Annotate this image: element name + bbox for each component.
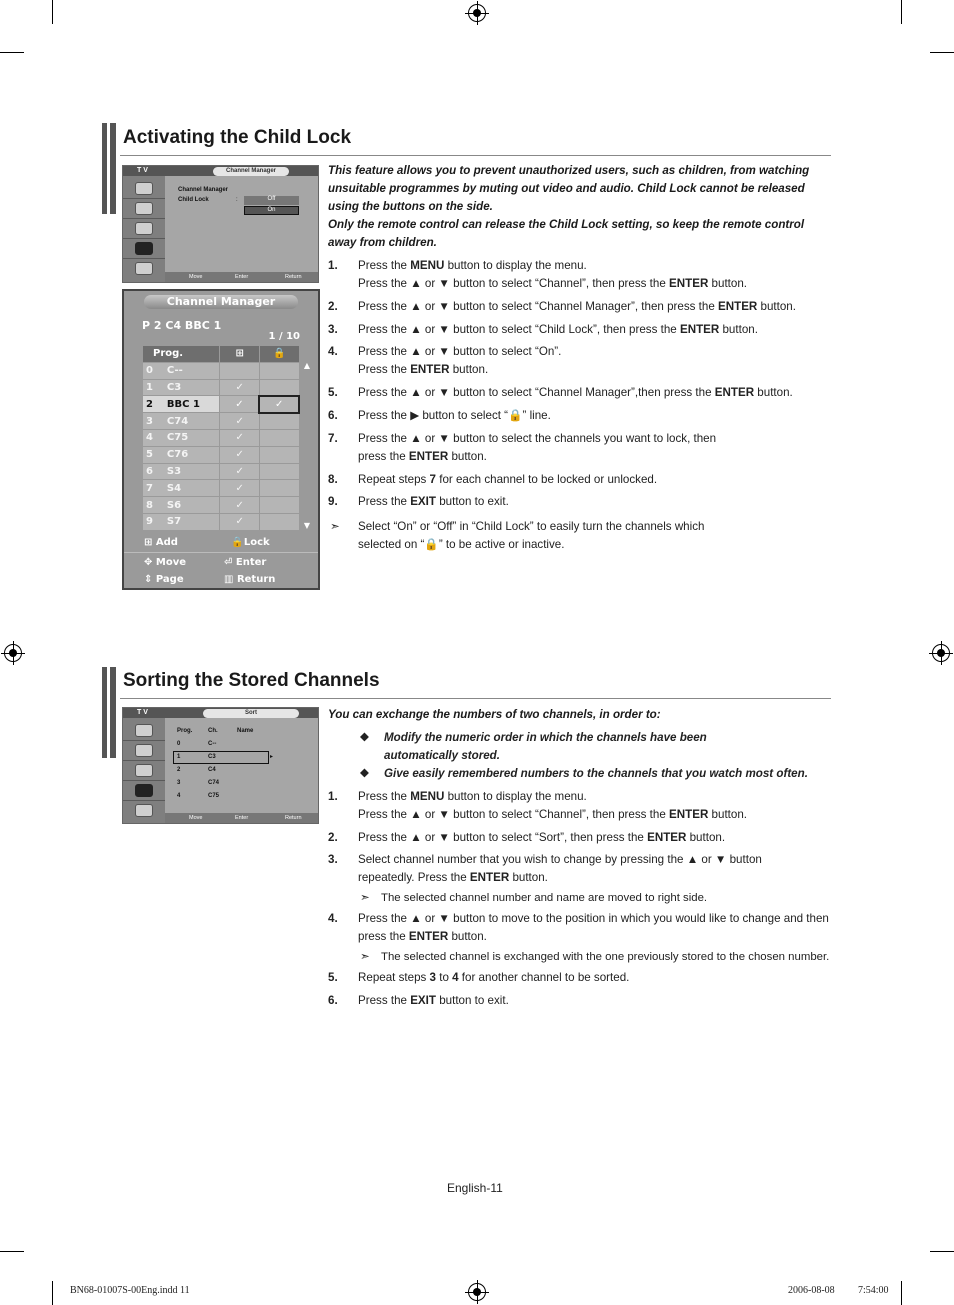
intro-text-2: Only the remote control can release the Child Lock setting, so keep the remote control away from children.: [328, 218, 805, 249]
sound-icon: [135, 202, 153, 215]
picture-icon: [135, 182, 153, 195]
return-hint: Return: [285, 274, 302, 280]
lock-icon: 🔒: [231, 537, 244, 548]
note-arrow-icon: ➣: [330, 520, 340, 533]
add-check[interactable]: ✓: [220, 497, 259, 514]
page-number: English-11: [447, 1181, 503, 1195]
table-row[interactable]: 7 S4 ✓: [143, 480, 300, 497]
step: 6. Press the EXIT button to exit.: [328, 994, 509, 1007]
bullet-text: automatically stored.: [384, 749, 500, 762]
bullet-text: Modify the numeric order in which the channels have been: [384, 731, 707, 744]
enter-hint: Enter: [235, 274, 249, 280]
page-hint: Page: [155, 574, 184, 585]
sort-row-ch: C--: [208, 741, 217, 747]
slug-file: BN68-01007S-00Eng.indd 11: [70, 1285, 190, 1296]
step: 6. Press the ▶ button to select “🔒” line.: [328, 409, 551, 422]
table-row[interactable]: 3 C74 ✓: [143, 413, 300, 430]
section-bar: [102, 123, 116, 214]
table-row[interactable]: 8 S6 ✓: [143, 497, 300, 514]
channel-icon: [135, 242, 153, 255]
column-prog: Prog.: [177, 728, 193, 734]
note-text: Select “On” or “Off” in “Child Lock” to easily turn the channels which: [358, 520, 705, 533]
menu-footer: [165, 813, 318, 823]
step: 5. Press the ▲ or ▼ button to select “Channel Manager”,then press the ENTER button.: [328, 386, 793, 399]
sort-row-ch: C75: [208, 793, 220, 799]
setup-icon: [135, 764, 153, 777]
crop-mark: [52, 1281, 53, 1305]
add-check[interactable]: ✓: [220, 429, 259, 446]
menu-tab: Sort: [203, 709, 299, 718]
slug-date: 2006-08-08: [788, 1285, 835, 1296]
sort-selection-box[interactable]: [173, 751, 269, 764]
step: 9. Press the EXIT button to exit.: [328, 495, 509, 508]
note-arrow-icon: ➣: [360, 891, 370, 904]
table-row[interactable]: 9 S7 ✓: [143, 513, 300, 530]
lock-check[interactable]: [259, 497, 299, 514]
crop-mark: [930, 1251, 954, 1252]
sound-icon: [135, 744, 153, 757]
crop-mark: [901, 1281, 902, 1305]
add-check[interactable]: ✓: [220, 396, 259, 413]
lock-column-icon: 🔒: [259, 346, 299, 363]
add-check[interactable]: ✓: [220, 413, 259, 430]
section-rule: [120, 155, 831, 156]
step: 1. Press the MENU button to display the menu. Press the ▲ or ▼ button to select “Channel”, then press the ENTER button.: [328, 259, 748, 290]
option-off: Off: [244, 196, 299, 205]
step: 5. Repeat steps 3 to 4 for another channel to be sorted.: [328, 971, 630, 984]
crop-mark: [0, 1251, 24, 1252]
move-hint: Move: [155, 557, 186, 568]
sort-row-ch: C3: [208, 754, 216, 760]
sort-row-ch: C4: [208, 767, 216, 773]
function-icon: [135, 262, 153, 275]
intro-text: This feature allows you to prevent unauthorized users, such as children, from watching unsuitable programmes by muting out video and audio. Child Lock cannot be released using the buttons on the side.: [328, 164, 810, 213]
move-hint: Move: [189, 274, 203, 280]
add-column-icon: ⊞: [220, 346, 259, 363]
step: 8. Repeat steps 7 for each channel to be locked or unlocked.: [328, 473, 658, 486]
add-check[interactable]: ✓: [220, 480, 259, 497]
step: 3. Select channel number that you wish to change by pressing the ▲ or ▼ button repeatedly. Press the ENTER button. ➣ The selected channel number and name are moved to right side.: [328, 851, 828, 911]
registration-mark-icon: [468, 1283, 486, 1301]
option-on: On: [244, 206, 299, 215]
channel-manager-title: Channel Manager: [144, 295, 298, 309]
lock-check[interactable]: [259, 463, 299, 480]
step: 1. Press the MENU button to display the menu. Press the ▲ or ▼ button to select “Channel”, then press the ENTER button.: [328, 790, 748, 821]
registration-mark-icon: [4, 644, 22, 662]
tv-label: T V: [137, 167, 148, 174]
picture-icon: [135, 724, 153, 737]
table-row[interactable]: 5 C76 ✓: [143, 446, 300, 463]
add-label: Add: [155, 537, 178, 548]
add-check[interactable]: ✓: [220, 513, 259, 530]
channel-table: [142, 345, 300, 531]
add-icon: ⊞: [144, 537, 153, 548]
lock-check[interactable]: [259, 413, 299, 430]
menu-item-child-lock: Child Lock: [178, 197, 209, 203]
table-row[interactable]: 6 S3 ✓: [143, 463, 300, 480]
step: 2. Press the ▲ or ▼ button to select “Sort”, then press the ENTER button.: [328, 831, 726, 844]
page-indicator: 1 / 10: [268, 331, 300, 342]
section-title-sorting: Sorting the Stored Channels: [123, 670, 380, 691]
sort-row-ch: C74: [208, 780, 220, 786]
add-check[interactable]: ✓: [220, 463, 259, 480]
crop-mark: [901, 0, 902, 24]
note-arrow-icon: ➣: [360, 950, 370, 963]
intro-text: You can exchange the numbers of two channels, in order to:: [328, 708, 661, 721]
return-hint: Return: [236, 574, 276, 585]
step: 4. Press the ▲ or ▼ button to select “On”. Press the ENTER button.: [328, 345, 562, 376]
lock-label: Lock: [243, 537, 270, 548]
current-channel-info: P 2 C4 BBC 1: [142, 319, 222, 332]
crop-mark: [0, 52, 24, 53]
page-icon: ⇕: [144, 574, 153, 585]
return-icon: ▥: [224, 574, 234, 585]
step: 3. Press the ▲ or ▼ button to select “Child Lock”, then press the ENTER button.: [328, 323, 758, 336]
lock-check[interactable]: [259, 362, 299, 379]
column-name: Name: [237, 728, 254, 734]
enter-hint: Enter: [235, 557, 267, 568]
note-text: The selected channel is exchanged with the one previously stored to the chosen number.: [381, 951, 830, 963]
table-row[interactable]: 1 C3 ✓: [143, 379, 300, 396]
lock-check[interactable]: [259, 513, 299, 530]
section-bar: [102, 667, 116, 758]
section-rule: [120, 698, 831, 699]
add-check[interactable]: ✓: [220, 379, 259, 396]
lock-check[interactable]: [259, 379, 299, 396]
table-row-selected[interactable]: 2 BBC 1 ✓ ✓: [143, 396, 300, 413]
tv-menu-screenshot-child-lock: [122, 165, 319, 283]
colon: :: [236, 197, 238, 203]
table-row[interactable]: 4 C75 ✓: [143, 429, 300, 446]
move-icon: ✥: [144, 557, 153, 568]
add-check[interactable]: ✓: [220, 446, 259, 463]
sort-row-prog: 0: [177, 741, 181, 747]
setup-icon: [135, 222, 153, 235]
scroll-up-icon[interactable]: ▲: [303, 361, 310, 370]
lock-check[interactable]: [259, 480, 299, 497]
note-text: The selected channel number and name are moved to right side.: [381, 892, 708, 904]
sort-row-prog: 1: [177, 754, 181, 760]
registration-mark-icon: [468, 4, 486, 22]
note-text: selected on “🔒” to be active or inactive.: [358, 538, 565, 551]
channel-manager-screenshot: [122, 289, 320, 590]
function-icon: [135, 804, 153, 817]
sort-row-prog: 3: [177, 780, 181, 786]
enter-hint: Enter: [235, 815, 249, 821]
column-prog: Prog.: [143, 346, 220, 363]
menu-item-channel-manager: Channel Manager: [178, 187, 229, 193]
column-ch: Ch.: [208, 728, 218, 734]
lock-check[interactable]: [259, 446, 299, 463]
move-hint: Move: [189, 815, 203, 821]
sort-row-prog: 4: [177, 793, 181, 799]
step: 7. Press the ▲ or ▼ button to select the channels you want to lock, then press the ENTER button.: [328, 432, 717, 463]
lock-check[interactable]: ✓: [259, 396, 299, 413]
add-check[interactable]: [220, 362, 259, 379]
channel-icon: [135, 784, 153, 797]
tv-label: T V: [137, 709, 148, 716]
menu-footer: [165, 272, 318, 282]
registration-mark-icon: [932, 644, 950, 662]
bullet-text: Give easily remembered numbers to the channels that you watch most often.: [384, 767, 808, 780]
menu-tab: Channel Manager: [213, 167, 289, 176]
crop-mark: [930, 52, 954, 53]
lock-check[interactable]: [259, 429, 299, 446]
return-hint: Return: [285, 815, 302, 821]
enter-icon: ⏎: [224, 557, 233, 568]
crop-mark: [52, 0, 53, 24]
scroll-down-icon[interactable]: ▼: [303, 521, 310, 530]
sort-row-prog: 2: [177, 767, 181, 773]
selection-arrow-icon: ▸: [270, 754, 274, 760]
diamond-bullet-icon: ◆: [360, 730, 369, 743]
slug-time: 7:54:00: [858, 1285, 889, 1296]
diamond-bullet-icon: ◆: [360, 766, 369, 779]
step: 2. Press the ▲ or ▼ button to select “Channel Manager”, then press the ENTER button.: [328, 300, 796, 313]
tv-menu-screenshot-sort: [122, 707, 319, 824]
step: 4. Press the ▲ or ▼ button to move to the position in which you would like to change and then press the ENTER button. ➣ The selected channel is exchanged with the one previously stored to the chosen number.: [328, 910, 828, 970]
section-title-child-lock: Activating the Child Lock: [123, 127, 352, 148]
table-row[interactable]: 0 C--: [143, 362, 300, 379]
